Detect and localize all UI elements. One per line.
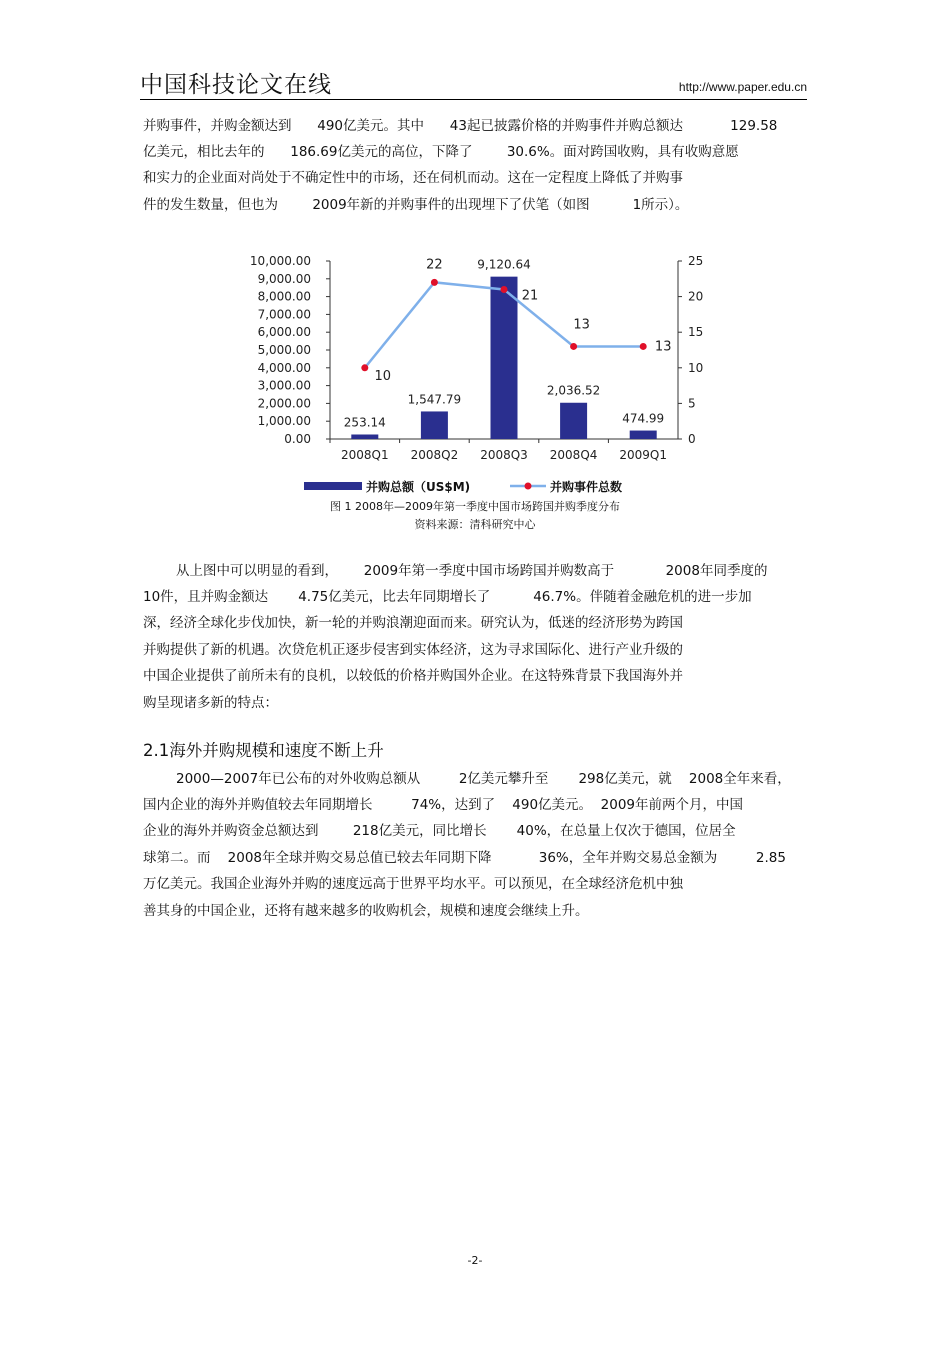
y-left-tick-label: 10,000.00 — [249, 254, 311, 268]
legend-bar-swatch — [304, 482, 362, 490]
bar-data-label: 1,547.79 — [407, 392, 462, 407]
line-point — [501, 286, 508, 293]
line-data-label: 10 — [374, 368, 392, 384]
y-right-tick-label: 0 — [688, 432, 696, 446]
line-point — [361, 364, 368, 371]
x-tick-label: 2008Q3 — [480, 448, 528, 462]
paragraph-line: 从上图中可以明显的看到， 2009年第一季度中国市场跨国并购数高于 2008年同季度的 — [176, 563, 768, 579]
paragraph-line: 10件，且并购金额达 4.75亿美元，比去年同期增长了 46.7%。伴随着金融危机的进一步加 — [143, 589, 752, 605]
bar-data-label: 9,120.64 — [477, 257, 531, 272]
figure-caption: 图 1 2008年—2009年第一季度中国市场跨国并购季度分布 — [330, 500, 620, 513]
y-right-tick-label: 10 — [688, 360, 704, 375]
paragraph-line: 并购事件，并购金额达到 490亿美元。其中 43起已披露价格的并购事件并购总额达 129.58 — [143, 118, 778, 134]
x-tick-label: 2009Q1 — [619, 448, 668, 462]
line-point — [570, 343, 577, 350]
bar — [351, 434, 378, 439]
y-right-tick-label: 20 — [688, 289, 704, 304]
journal-title: 中国科技论文在线 — [140, 72, 332, 98]
y-left-tick-label: 3,000.00 — [257, 378, 311, 393]
y-left-tick-label: 5,000.00 — [257, 343, 311, 357]
paragraph-line: 并购提供了新的机遇。次贷危机正逐步侵害到实体经济，这为寻求国际化、进行产业升级的 — [143, 642, 683, 658]
line-data-label: 22 — [426, 257, 443, 273]
bar — [491, 277, 518, 439]
paragraph-line: 件的发生数量，但也为 2009年新的并购事件的出现埋下了伏笔（如图 1所示）。 — [143, 197, 689, 213]
y-left-tick-label: 4,000.00 — [257, 360, 311, 375]
y-left-tick-label: 7,000.00 — [257, 307, 311, 322]
bar-data-label: 474.99 — [622, 411, 665, 426]
y-right-tick-label: 25 — [688, 254, 704, 268]
paragraph-line: 国内企业的海外并购值较去年同期增长 74%，达到了 490亿美元。 2009年前两个月，中国 — [143, 797, 743, 813]
y-left-tick-label: 1,000.00 — [257, 414, 311, 429]
legend-line-label: 并购事件总数 — [550, 480, 623, 494]
y-right-tick-label: 15 — [688, 325, 704, 340]
paragraph-line: 深，经济全球化步伐加快，新一轮的并购浪潮迎面而来。研究认为，低迷的经济形势为跨国 — [143, 615, 683, 631]
y-right-tick-label: 5 — [688, 396, 696, 411]
line-data-label: 21 — [521, 288, 539, 304]
bar — [630, 431, 657, 439]
x-tick-label: 2008Q2 — [410, 448, 459, 462]
paragraph-line: 球第二。而 2008年全球并购交易总值已较去年同期下降 36%，全年并购交易总金额为 2.85 — [143, 850, 786, 866]
y-left-tick-label: 9,000.00 — [257, 271, 311, 286]
line-point — [431, 279, 438, 286]
paragraph-line: 中国企业提供了前所未有的良机，以较低的价格并购国外企业。在这特殊背景下我国海外并 — [143, 668, 683, 684]
paragraph-line: 善其身的中国企业，还将有越来越多的收购机会，规模和速度会继续上升。 — [143, 903, 589, 919]
line-point — [640, 343, 647, 350]
legend-bar-label: 并购总额（US$M) — [366, 480, 471, 494]
paragraph-line: 万亿美元。我国企业海外并购的速度远高于世界平均水平。可以预见，在全球经济危机中独 — [143, 876, 683, 892]
y-left-tick-label: 0.00 — [284, 432, 311, 446]
header-rule — [140, 99, 807, 100]
line-data-label: 13 — [573, 317, 590, 333]
bar-data-label: 253.14 — [343, 415, 386, 430]
paragraph-line: 和实力的企业面对尚处于不确定性中的市场，还在伺机而动。这在一定程度上降低了并购事 — [143, 170, 683, 186]
paragraph-line: 2000—2007年已公布的对外收购总额从 2亿美元攀升至 298亿美元，就 2008全年来看， — [176, 771, 791, 787]
journal-url[interactable]: http://www.paper.edu.cn — [678, 80, 807, 94]
section-heading: 2.1海外并购规模和速度不断上升 — [143, 741, 384, 760]
paragraph-line: 购呈现诸多新的特点： — [143, 695, 278, 711]
bar-data-label: 2,036.52 — [546, 383, 601, 398]
line-data-label: 13 — [654, 339, 672, 355]
figure-source: 资料来源：清科研究中心 — [414, 518, 536, 531]
x-tick-label: 2008Q1 — [340, 448, 389, 462]
x-tick-label: 2008Q4 — [549, 448, 598, 462]
paragraph-line: 亿美元，相比去年的 186.69亿美元的高位，下降了 30.6%。面对跨国收购，具有收购意愿 — [143, 144, 739, 160]
y-left-tick-label: 2,000.00 — [257, 396, 311, 411]
bar — [421, 411, 448, 439]
paragraph-line: 企业的海外并购资金总额达到 218亿美元，同比增长 40%，在总量上仅次于德国，位居全 — [143, 823, 736, 839]
page-number: -2- — [467, 1254, 483, 1267]
y-left-tick-label: 6,000.00 — [257, 325, 311, 340]
legend-line-marker — [525, 483, 532, 490]
bar — [560, 403, 587, 439]
y-left-tick-label: 8,000.00 — [257, 289, 311, 304]
